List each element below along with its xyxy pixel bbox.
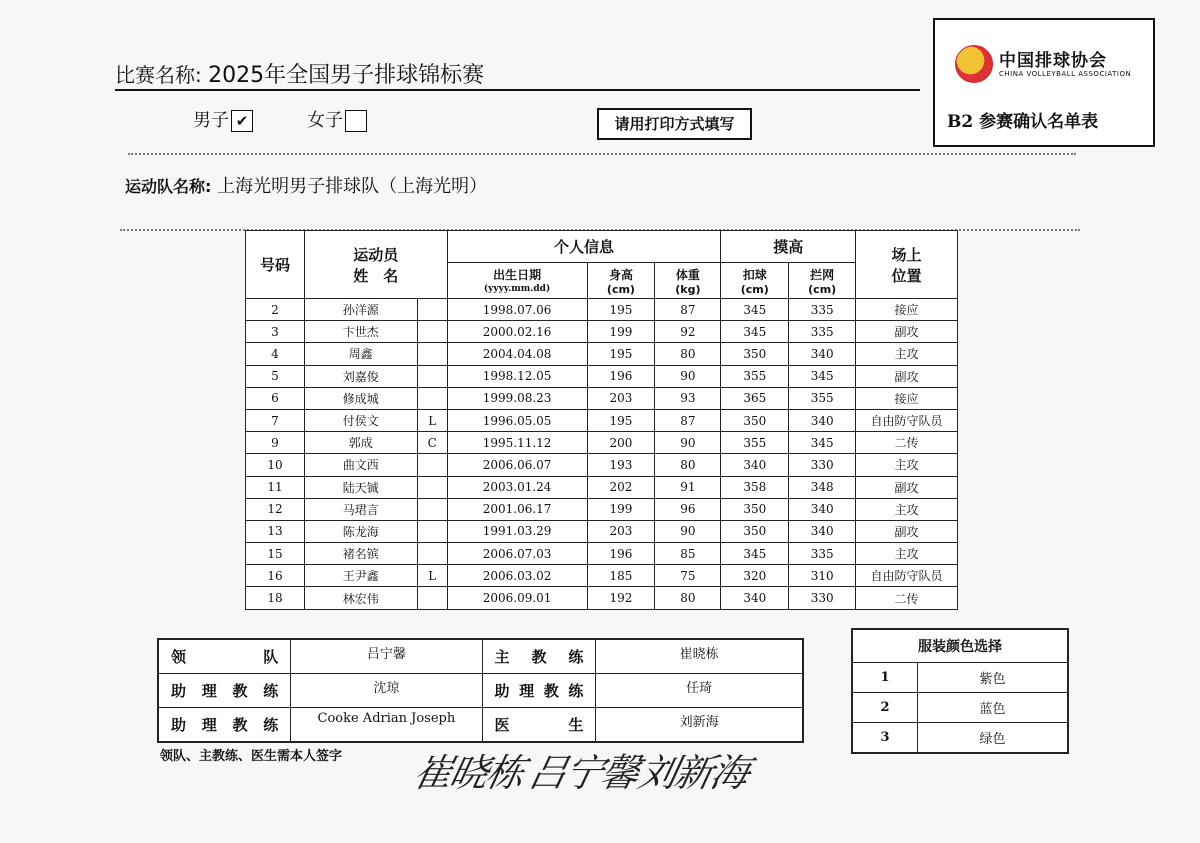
table-row xyxy=(246,454,958,476)
cell-number: 5 xyxy=(246,365,305,387)
cell-block: 348 xyxy=(789,476,856,498)
cell-name: 马珺言 xyxy=(304,498,417,520)
col-number: 号码 xyxy=(246,231,305,299)
team-name: 上海光明男子排球队（上海光明） xyxy=(217,176,488,197)
col-height-label: 身高 xyxy=(608,267,633,282)
cell-weight: 75 xyxy=(655,565,721,587)
cell-role xyxy=(417,520,447,542)
cell-height: 196 xyxy=(587,365,655,387)
cell-height: 203 xyxy=(587,520,655,542)
cell-number: 7 xyxy=(246,409,305,431)
color-name: 紫色 xyxy=(918,663,1069,693)
cell-spike: 340 xyxy=(721,587,789,609)
dotted-divider xyxy=(128,153,1076,155)
cell-weight: 80 xyxy=(655,587,721,609)
cell-height: 196 xyxy=(587,543,655,565)
cell-position: 副攻 xyxy=(856,476,958,498)
cell-spike: 340 xyxy=(721,454,789,476)
cell-spike: 350 xyxy=(721,520,789,542)
col-dob-format: (yyyy.mm.dd) xyxy=(483,283,551,294)
cell-block: 340 xyxy=(789,343,856,365)
col-dob-label: 出生日期 xyxy=(493,267,542,282)
cell-name: 曲文西 xyxy=(304,454,417,476)
asst-coach-2-value: 任琦 xyxy=(596,674,803,708)
uniform-color-table xyxy=(851,628,1069,754)
cell-name: 刘嘉俊 xyxy=(304,365,417,387)
cell-role: L xyxy=(417,565,447,587)
col-athlete-line1: 运动员 xyxy=(353,245,399,264)
color-number: 3 xyxy=(852,723,918,754)
cell-dob: 1991.03.29 xyxy=(447,520,587,542)
table-row xyxy=(246,476,958,498)
cell-name: 卞世杰 xyxy=(304,321,417,343)
cell-dob: 2006.03.02 xyxy=(447,565,587,587)
cell-position: 自由防守队员 xyxy=(856,409,958,431)
cell-weight: 87 xyxy=(655,409,721,431)
head-coach-value: 崔晓栋 xyxy=(596,639,803,674)
cell-weight: 96 xyxy=(655,498,721,520)
col-spike xyxy=(721,263,789,299)
cell-number: 18 xyxy=(246,587,305,609)
cell-role xyxy=(417,343,447,365)
cell-spike: 320 xyxy=(721,565,789,587)
cell-spike: 350 xyxy=(721,343,789,365)
association-name-en: CHINA VOLLEYBALL ASSOCIATION xyxy=(999,70,1132,78)
male-checkbox[interactable]: ✔ xyxy=(231,110,253,132)
cell-number: 16 xyxy=(246,565,305,587)
cell-dob: 1998.07.06 xyxy=(447,299,587,321)
color-row xyxy=(852,663,1068,693)
col-block-unit: (cm) xyxy=(808,282,837,296)
cell-dob: 2006.06.07 xyxy=(447,454,587,476)
cell-weight: 92 xyxy=(655,321,721,343)
cell-role xyxy=(417,299,447,321)
cell-height: 200 xyxy=(587,432,655,454)
cell-height: 203 xyxy=(587,387,655,409)
col-height-unit: (cm) xyxy=(606,282,635,296)
cell-name: 王尹鑫 xyxy=(304,565,417,587)
association-logo-box xyxy=(933,18,1155,147)
cell-dob: 1999.08.23 xyxy=(447,387,587,409)
cell-weight: 80 xyxy=(655,343,721,365)
cell-position: 副攻 xyxy=(856,321,958,343)
cell-weight: 80 xyxy=(655,454,721,476)
female-label: 女子 xyxy=(307,110,343,131)
table-row xyxy=(246,498,958,520)
leader-value: 吕宁馨 xyxy=(291,639,482,674)
cell-position: 主攻 xyxy=(856,543,958,565)
cell-role xyxy=(417,543,447,565)
cell-spike: 355 xyxy=(721,432,789,454)
col-athlete-line2: 姓 名 xyxy=(353,266,399,285)
team-label: 运动队名称: xyxy=(125,177,212,196)
match-title xyxy=(115,58,484,89)
col-block xyxy=(789,263,856,299)
col-weight xyxy=(655,263,721,299)
cell-weight: 91 xyxy=(655,476,721,498)
cell-spike: 345 xyxy=(721,543,789,565)
cell-block: 340 xyxy=(789,520,856,542)
staff-row xyxy=(158,708,803,743)
cell-number: 10 xyxy=(246,454,305,476)
cell-spike: 350 xyxy=(721,409,789,431)
team-name-line xyxy=(125,172,487,198)
cell-number: 15 xyxy=(246,543,305,565)
cell-block: 340 xyxy=(789,498,856,520)
col-height xyxy=(587,263,655,299)
cell-number: 9 xyxy=(246,432,305,454)
cell-weight: 93 xyxy=(655,387,721,409)
table-row xyxy=(246,432,958,454)
cell-dob: 1996.05.05 xyxy=(447,409,587,431)
cell-block: 310 xyxy=(789,565,856,587)
match-name: 2025年全国男子排球锦标赛 xyxy=(208,63,485,88)
cell-position: 二传 xyxy=(856,432,958,454)
cell-block: 335 xyxy=(789,299,856,321)
table-row xyxy=(246,587,958,609)
cell-spike: 355 xyxy=(721,365,789,387)
cell-block: 340 xyxy=(789,409,856,431)
cell-position: 接应 xyxy=(856,299,958,321)
roster-table xyxy=(245,230,958,610)
color-name: 蓝色 xyxy=(918,693,1069,723)
female-checkbox[interactable] xyxy=(345,110,367,132)
cell-role xyxy=(417,454,447,476)
cell-block: 335 xyxy=(789,543,856,565)
cell-block: 330 xyxy=(789,587,856,609)
asst-coach-value: 沈琼 xyxy=(291,674,482,708)
cell-role xyxy=(417,321,447,343)
signature-note: 领队、主教练、医生需本人签字 xyxy=(160,749,343,764)
cell-height: 199 xyxy=(587,498,655,520)
cell-position: 自由防守队员 xyxy=(856,565,958,587)
cell-name: 修成城 xyxy=(304,387,417,409)
cell-name: 周鑫 xyxy=(304,343,417,365)
table-row xyxy=(246,565,958,587)
cell-dob: 2000.02.16 xyxy=(447,321,587,343)
col-athlete xyxy=(304,231,447,299)
cell-block: 345 xyxy=(789,432,856,454)
cell-block: 330 xyxy=(789,454,856,476)
cell-spike: 350 xyxy=(721,498,789,520)
table-row xyxy=(246,409,958,431)
table-row xyxy=(246,543,958,565)
col-position-line2: 位置 xyxy=(891,266,922,285)
cell-number: 11 xyxy=(246,476,305,498)
signature-doctor: 刘新海 xyxy=(634,751,752,795)
cell-height: 199 xyxy=(587,321,655,343)
cell-role xyxy=(417,365,447,387)
cell-role: C xyxy=(417,432,447,454)
male-option xyxy=(193,106,253,132)
male-label: 男子 xyxy=(193,110,229,131)
color-name: 绿色 xyxy=(918,723,1069,754)
col-weight-unit: (kg) xyxy=(675,282,701,296)
cell-dob: 2003.01.24 xyxy=(447,476,587,498)
color-number: 2 xyxy=(852,693,918,723)
cell-spike: 345 xyxy=(721,321,789,343)
cell-role xyxy=(417,587,447,609)
cell-dob: 2006.07.03 xyxy=(447,543,587,565)
cell-block: 345 xyxy=(789,365,856,387)
cell-weight: 90 xyxy=(655,432,721,454)
col-personal-info: 个人信息 xyxy=(447,231,721,263)
cell-role xyxy=(417,387,447,409)
cell-weight: 90 xyxy=(655,520,721,542)
table-row xyxy=(246,520,958,542)
association-name-cn: 中国排球协会 xyxy=(999,51,1107,71)
doctor-value: 刘新海 xyxy=(596,708,803,743)
cell-position: 接应 xyxy=(856,387,958,409)
cell-name: 郭成 xyxy=(304,432,417,454)
cell-dob: 2001.06.17 xyxy=(447,498,587,520)
asst-coach-3-label: 助理教练 xyxy=(158,708,291,743)
cell-dob: 2004.04.08 xyxy=(447,343,587,365)
cell-spike: 345 xyxy=(721,299,789,321)
col-position-line1: 场上 xyxy=(891,245,922,264)
cell-name: 陈龙海 xyxy=(304,520,417,542)
cell-position: 副攻 xyxy=(856,365,958,387)
cell-spike: 358 xyxy=(721,476,789,498)
table-row xyxy=(246,387,958,409)
title-underline xyxy=(115,89,920,91)
staff-row xyxy=(158,639,803,674)
cell-height: 195 xyxy=(587,409,655,431)
cell-height: 185 xyxy=(587,565,655,587)
cell-role: L xyxy=(417,409,447,431)
cell-height: 192 xyxy=(587,587,655,609)
color-row xyxy=(852,723,1068,754)
cell-name: 林宏伟 xyxy=(304,587,417,609)
cell-number: 4 xyxy=(246,343,305,365)
cell-weight: 87 xyxy=(655,299,721,321)
cell-weight: 85 xyxy=(655,543,721,565)
print-note: 请用打印方式填写 xyxy=(597,108,752,140)
cell-dob: 1995.11.12 xyxy=(447,432,587,454)
col-position xyxy=(856,231,958,299)
cell-weight: 90 xyxy=(655,365,721,387)
col-dob xyxy=(447,263,587,299)
table-row xyxy=(246,299,958,321)
cell-position: 主攻 xyxy=(856,498,958,520)
asst-coach-2-label: 助理教练 xyxy=(482,674,596,708)
cell-height: 195 xyxy=(587,299,655,321)
leader-label: 领 队 xyxy=(158,639,291,674)
cell-name: 褚名镔 xyxy=(304,543,417,565)
female-option xyxy=(307,106,367,132)
cell-name: 付侯文 xyxy=(304,409,417,431)
color-row xyxy=(852,693,1068,723)
staff-row xyxy=(158,674,803,708)
asst-coach-label: 助理教练 xyxy=(158,674,291,708)
cell-block: 355 xyxy=(789,387,856,409)
cell-name: 孙洋源 xyxy=(304,299,417,321)
col-spike-unit: (cm) xyxy=(740,282,769,296)
col-block-label: 拦网 xyxy=(810,267,835,282)
volleyball-emblem-icon xyxy=(955,45,993,83)
cell-spike: 365 xyxy=(721,387,789,409)
cell-dob: 2006.09.01 xyxy=(447,587,587,609)
cell-height: 202 xyxy=(587,476,655,498)
color-table-title: 服装颜色选择 xyxy=(852,629,1068,663)
color-number: 1 xyxy=(852,663,918,693)
signature-leader: 吕宁馨 xyxy=(524,751,642,795)
table-row xyxy=(246,321,958,343)
cell-role xyxy=(417,498,447,520)
head-coach-label: 主 教 练 xyxy=(482,639,596,674)
cell-name: 陆天铖 xyxy=(304,476,417,498)
doctor-label: 医 生 xyxy=(482,708,596,743)
cell-number: 6 xyxy=(246,387,305,409)
cell-role xyxy=(417,476,447,498)
cell-height: 195 xyxy=(587,343,655,365)
cell-position: 副攻 xyxy=(856,520,958,542)
col-weight-label: 体重 xyxy=(675,267,700,282)
form-title: B2 参赛确认名单表 xyxy=(947,112,1099,132)
cell-number: 2 xyxy=(246,299,305,321)
col-spike-label: 扣球 xyxy=(742,267,767,282)
asst-coach-3-value: Cooke Adrian Joseph xyxy=(291,708,482,743)
cell-height: 193 xyxy=(587,454,655,476)
table-row xyxy=(246,343,958,365)
staff-table xyxy=(157,638,804,743)
cell-number: 13 xyxy=(246,520,305,542)
cell-dob: 1998.12.05 xyxy=(447,365,587,387)
match-label: 比赛名称: xyxy=(115,63,202,87)
cell-block: 335 xyxy=(789,321,856,343)
cell-position: 二传 xyxy=(856,587,958,609)
table-row xyxy=(246,365,958,387)
cell-position: 主攻 xyxy=(856,343,958,365)
signature-head-coach: 崔晓栋 xyxy=(409,751,527,795)
cell-number: 3 xyxy=(246,321,305,343)
cell-number: 12 xyxy=(246,498,305,520)
col-reach: 摸高 xyxy=(721,231,856,263)
cell-position: 主攻 xyxy=(856,454,958,476)
